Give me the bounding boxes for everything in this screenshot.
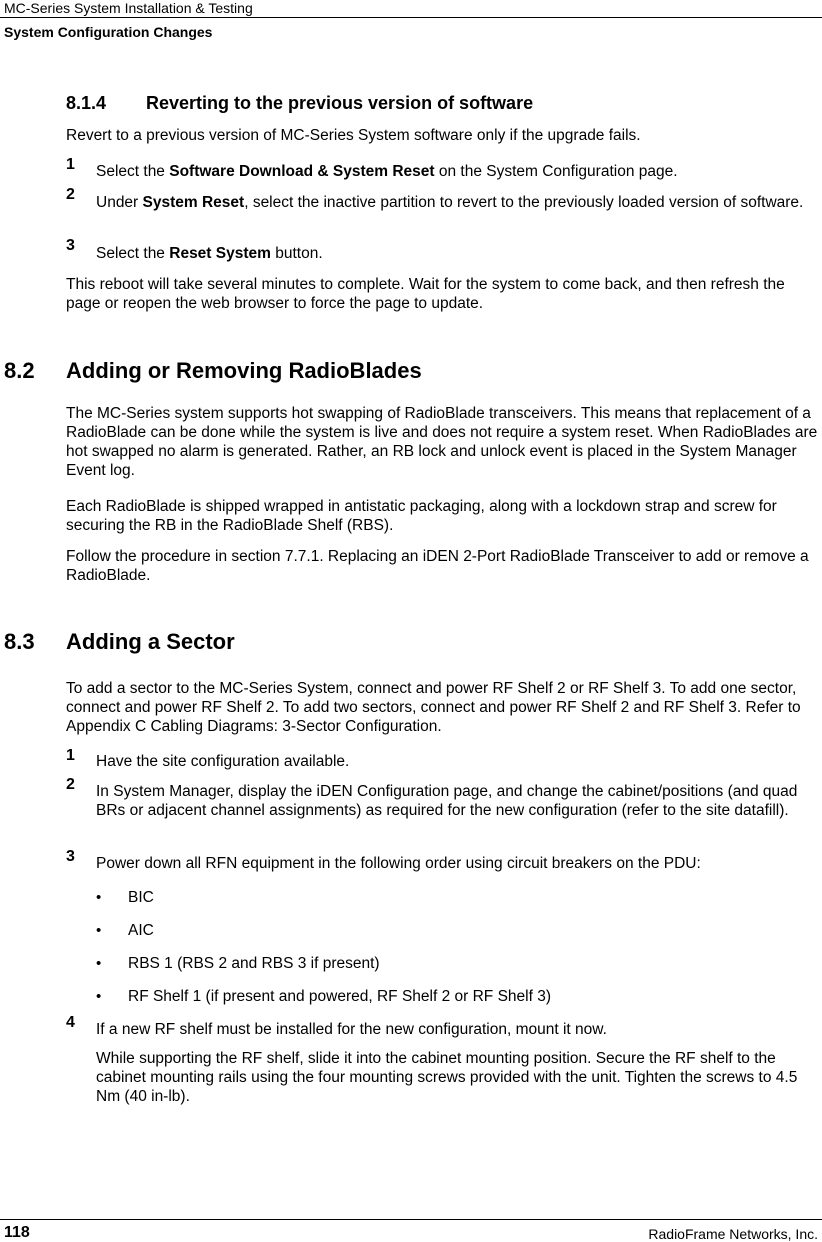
step-text: In System Manager, display the iDEN Configuration page, and change the cabinet/positions (and quad BRs or adjacent channel assignments) as required for the new configuration (refer to the site datafill). [96, 783, 798, 819]
ui-reference: Reset System [169, 245, 271, 262]
bullet-icon: • [96, 889, 102, 906]
page-number: 118 [4, 1224, 30, 1241]
step-number: 2 [66, 776, 75, 793]
list-item: RBS 1 (RBS 2 and RBS 3 if present) [128, 955, 380, 972]
list-item: RF Shelf 1 (if present and powered, RF Shelf 2 or RF Shelf 3) [128, 988, 551, 1005]
section-number: 8.3 [4, 629, 35, 654]
ui-reference: Software Download & System Reset [169, 163, 435, 180]
running-header-title: MC-Series System Installation & Testing [4, 0, 253, 16]
list-item: AIC [128, 922, 154, 939]
paragraph: Each RadioBlade is shipped wrapped in antistatic packaging, along with a lockdown strap and screw for securing the RB in the RadioBlade Shelf (RBS). [66, 498, 777, 534]
paragraph: Revert to a previous version of MC-Series System software only if the upgrade fails. [66, 127, 641, 144]
running-header-section: System Configuration Changes [4, 24, 213, 40]
section-number: 8.1.4 [66, 93, 107, 113]
section-8-1-4-heading [66, 93, 533, 114]
step-number: 3 [66, 237, 75, 254]
bullet-icon: • [96, 922, 102, 939]
section-title: Adding a Sector [66, 629, 235, 654]
header-rule [0, 17, 822, 18]
step-text: Have the site configuration available. [96, 753, 350, 770]
paragraph: The MC-Series system supports hot swapping of RadioBlade transceivers. This means that replacement of a RadioBlade can be done while the system is live and does not require a system reset. When RadioBlades are hot swapped no alarm is generated. Rather, an RB lock and unlock event is placed in the System Manager Event log. [66, 405, 818, 479]
paragraph: This reboot will take several minutes to complete. Wait for the system to come back, and then refresh the page or reopen the web browser to force the page to update. [66, 276, 785, 312]
paragraph: Follow the procedure in section 7.7.1. Replacing an iDEN 2-Port RadioBlade Transceiver to add or remove a RadioBlade. [66, 548, 809, 584]
step-number: 3 [66, 848, 75, 865]
footer-company: RadioFrame Networks, Inc. [648, 1226, 818, 1242]
bullet-icon: • [96, 955, 102, 972]
step-text: Under System Reset, select the inactive partition to revert to the previously loaded version of software. [96, 194, 804, 211]
paragraph: To add a sector to the MC-Series System, connect and power RF Shelf 2 or RF Shelf 3. To add one sector, connect and power RF Shelf 2. To add two sectors, connect and power RF Shelf 2 and RF Shelf 3. Refer to Appendix C Cabling Diagrams: 3-Sector Configuration. [66, 680, 801, 735]
section-8-2-heading [4, 358, 422, 384]
ui-reference: System Reset [142, 194, 245, 211]
step-number: 1 [66, 156, 75, 173]
list-item: BIC [128, 889, 154, 906]
section-8-3-heading [4, 629, 235, 655]
step-text: If a new RF shelf must be installed for the new configuration, mount it now. [96, 1021, 607, 1038]
step-number: 2 [66, 186, 75, 203]
step-number: 4 [66, 1014, 75, 1031]
step-detail: While supporting the RF shelf, slide it into the cabinet mounting position. Secure the RF shelf to the cabinet mounting rails using the four mounting screws provided with the unit. Tighten the screws to 4.5 Nm (40 in-lb). [96, 1050, 798, 1105]
step-text: Select the Software Download & System Reset on the System Configuration page. [96, 163, 678, 180]
section-title: Reverting to the previous version of software [146, 93, 534, 113]
step-text: Select the Reset System button. [96, 245, 323, 262]
step-number: 1 [66, 747, 75, 764]
section-title: Adding or Removing RadioBlades [66, 358, 422, 383]
section-number: 8.2 [4, 358, 35, 383]
step-text: Power down all RFN equipment in the following order using circuit breakers on the PDU: [96, 855, 701, 872]
bullet-icon: • [96, 988, 102, 1005]
footer-rule [0, 1219, 822, 1220]
